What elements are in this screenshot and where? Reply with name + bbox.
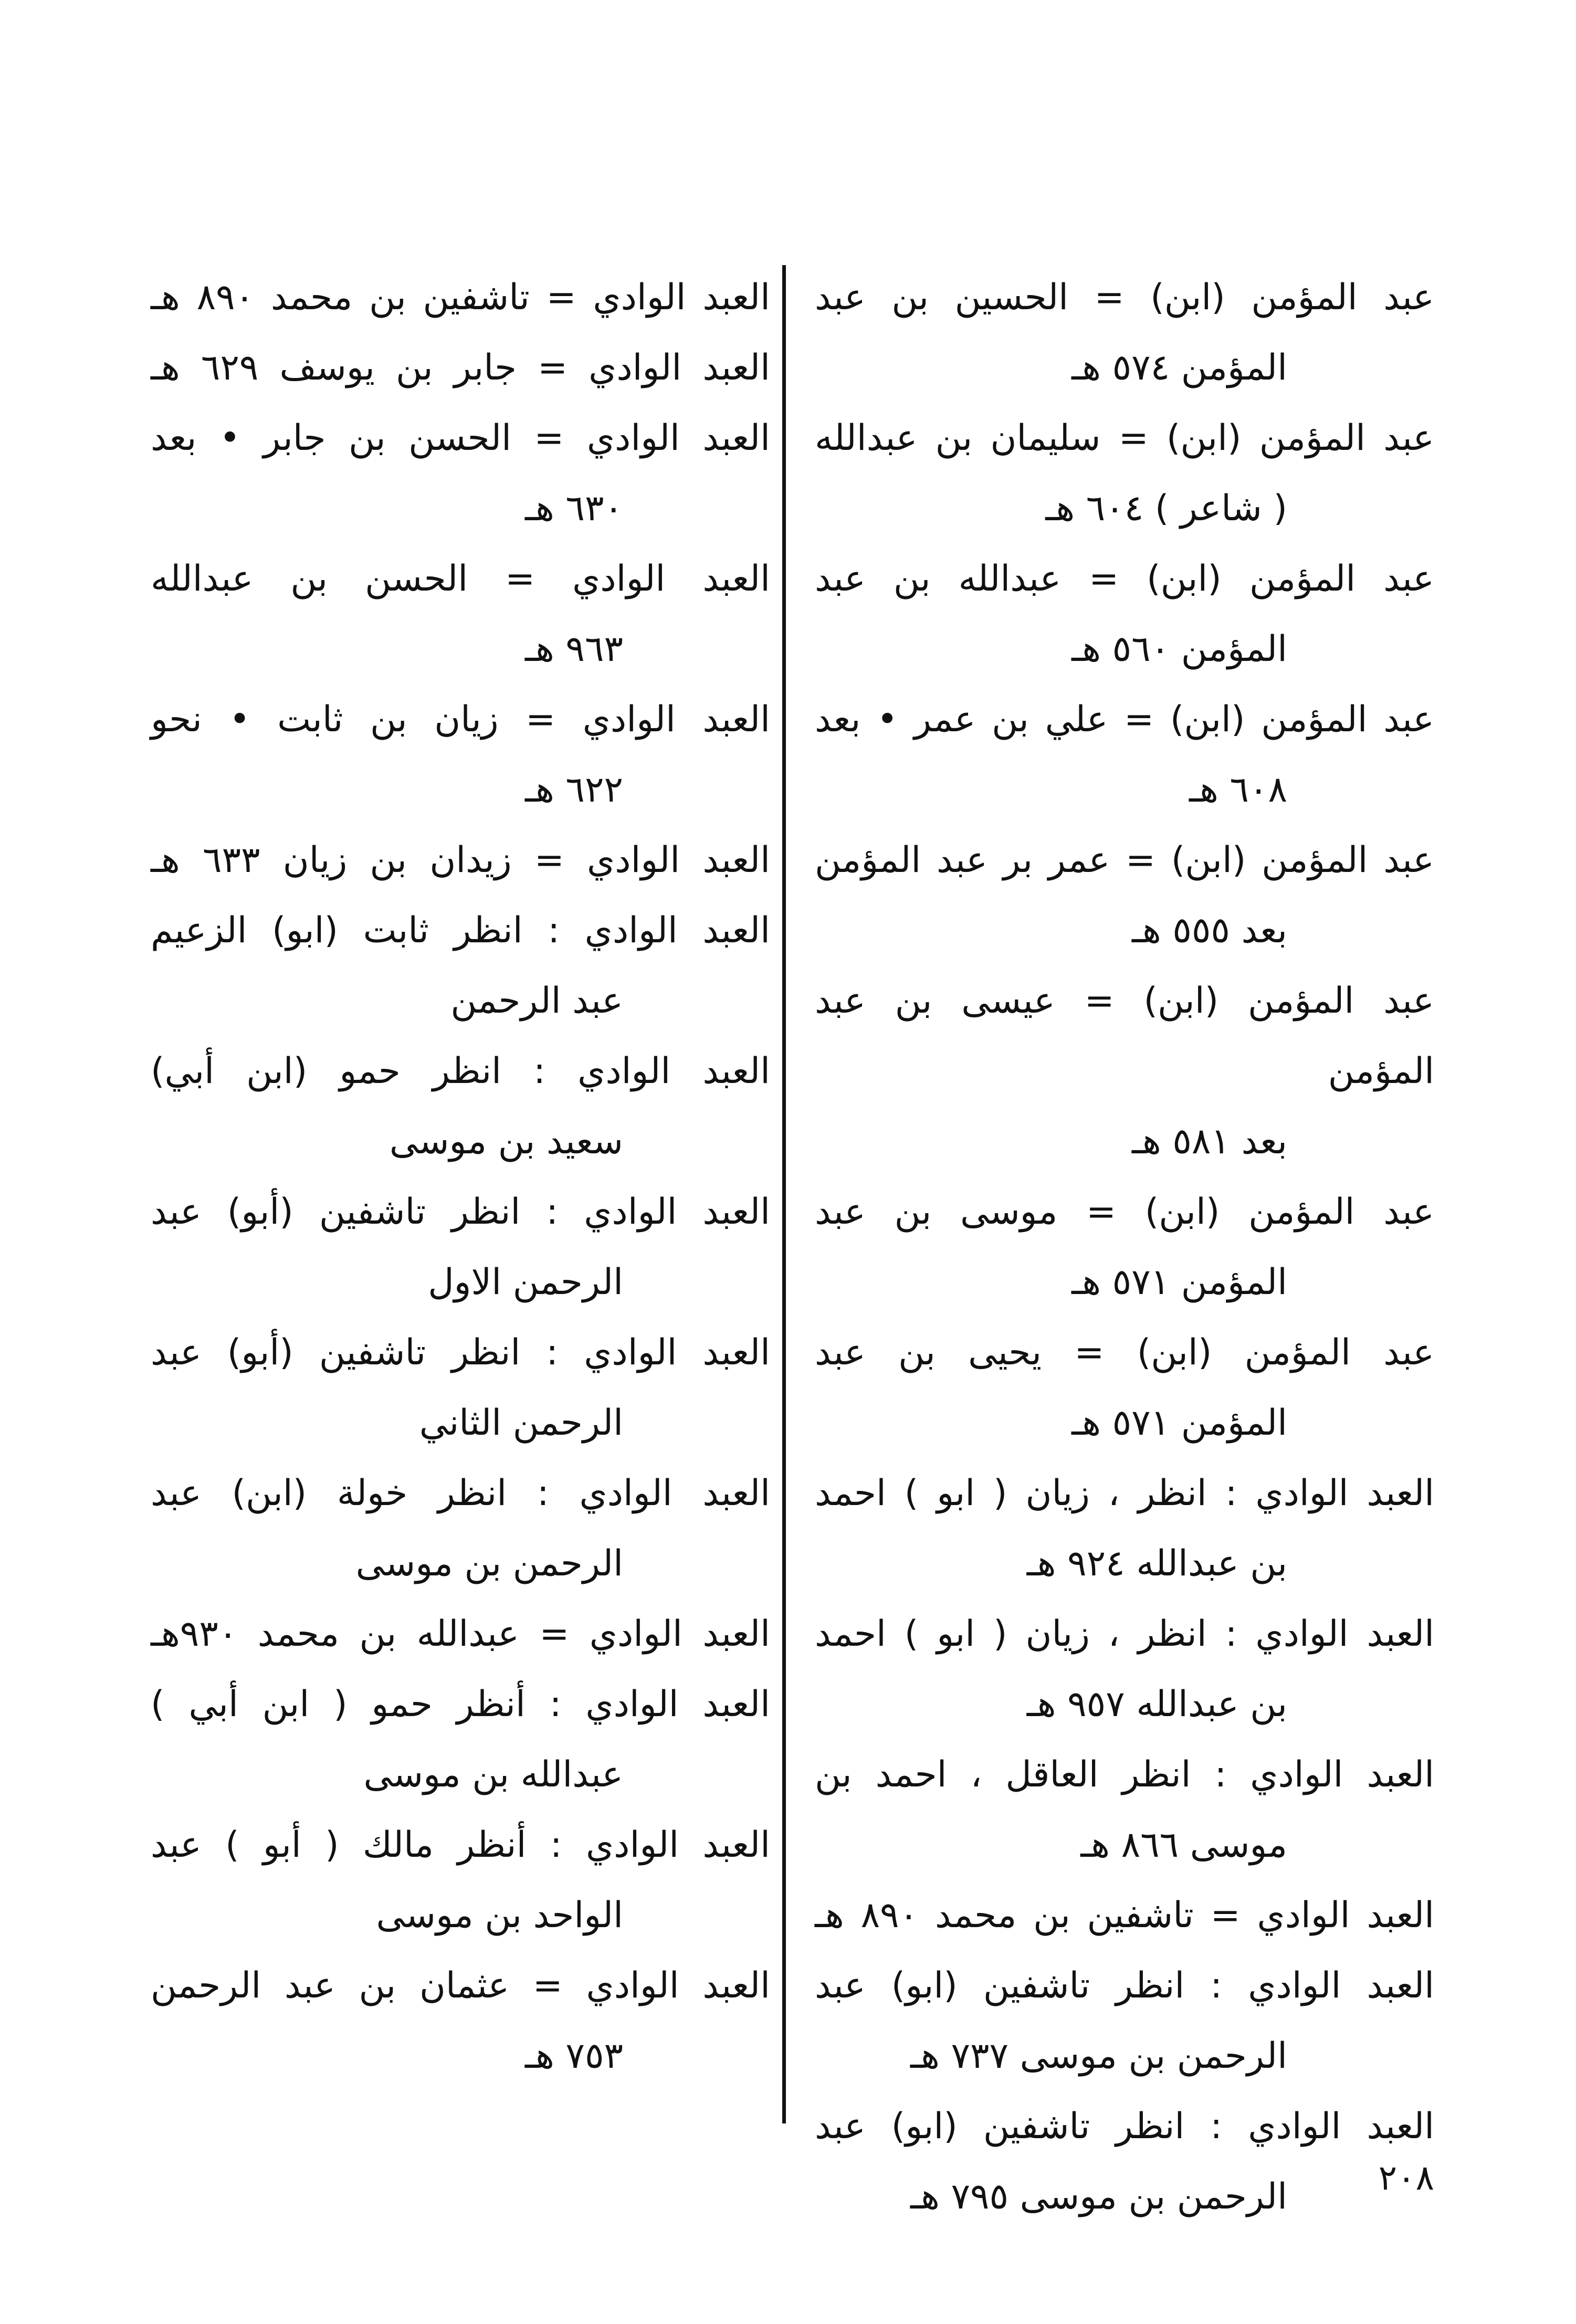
entry-line-1: العبد الوادي : انظر ، زيان ( ابو ) احمد [815, 1613, 1434, 1655]
entry-line-1: العبد الوادي = عبدالله بن محمد ٩٣٠هـ [151, 1613, 770, 1655]
entry-line-1: عبد المؤمن (ابن) = علي بن عمر • بعد [815, 699, 1434, 740]
entry-line-1: عبد المؤمن (ابن) = عبدالله بن عبد [815, 558, 1434, 600]
entry-line-1: العبد الوادي : انظر تاشفين (أبو) عبد [151, 1332, 770, 1373]
entry-line-2: ٦٠٨ هـ [1189, 769, 1287, 811]
index-entry [151, 685, 770, 825]
index-column-left [151, 262, 770, 2091]
index-entry [815, 1740, 1434, 1880]
index-entry [151, 1810, 770, 1951]
entry-line-2: المؤمن ٥٦٠ هـ [1071, 628, 1287, 670]
index-entry [151, 896, 770, 1036]
index-entry [151, 333, 770, 403]
entry-line-1: العبد الوادي : أنظر حمو ( ابن أبي ) [151, 1684, 770, 1725]
entry-line-2: الرحمن بن موسى ٧٩٥ هـ [910, 2176, 1287, 2217]
entry-line-1: عبد المؤمن (ابن) = عمر بر عبد المؤمن [815, 839, 1434, 881]
entry-line-2: بعد ٥٥٥ هـ [1131, 910, 1287, 951]
index-entry [151, 1177, 770, 1318]
entry-line-2: ٩٦٣ هـ [525, 628, 623, 670]
index-entry [815, 825, 1434, 966]
index-entry [815, 1951, 1434, 2091]
entry-line-2: ٦٢٢ هـ [525, 769, 623, 811]
entry-line-1: عبد المؤمن (ابن) = موسى بن عبد [815, 1191, 1434, 1233]
index-column-right [815, 262, 1434, 2232]
entry-line-1: العبد الوادي : انظر العاقل ، احمد بن [815, 1754, 1434, 1795]
page-number: ٢٠٨ [1378, 2158, 1434, 2198]
index-entry [151, 1599, 770, 1669]
entry-line-2: الرحمن الاول [428, 1261, 623, 1303]
index-entry [151, 544, 770, 685]
entry-line-1: العبد الوادي : انظر تاشفين (ابو) عبد [815, 2106, 1434, 2147]
index-entry [815, 1458, 1434, 1599]
entry-line-1: العبد الوادي = جابر بن يوسف ٦٢٩ هـ [151, 347, 770, 388]
entry-line-1: العبد الوادي : انظر ثابت (ابو) الزعيم [151, 910, 770, 951]
index-entry [151, 1318, 770, 1458]
index-entry [151, 1669, 770, 1810]
entry-line-2: بن عبدالله ٩٢٤ هـ [1026, 1543, 1287, 1584]
index-entry [815, 262, 1434, 403]
entry-line-1: العبد الوادي = عثمان بن عبد الرحمن [151, 1965, 770, 2006]
index-entry [815, 1177, 1434, 1318]
index-entry [815, 1318, 1434, 1458]
entry-line-1: العبد الوادي : أنظر مالك ( أبو ) عبد [151, 1824, 770, 1866]
index-entry [815, 544, 1434, 685]
entry-line-1: العبد الوادي : انظر خولة (ابن) عبد [151, 1473, 770, 1514]
index-entry [151, 1036, 770, 1177]
entry-line-1: العبد الوادي : انظر حمو (ابن أبي) [151, 1050, 770, 1092]
index-entry [815, 685, 1434, 825]
index-entry [151, 262, 770, 333]
entry-line-1: عبد المؤمن (ابن) = سليمان بن عبدالله [815, 417, 1434, 459]
entry-line-1: عبد المؤمن (ابن) = الحسين بن عبد [815, 277, 1434, 318]
index-entry [815, 966, 1434, 1177]
entry-line-2: المؤمن ٥٧١ هـ [1071, 1402, 1287, 1444]
index-entry [815, 1599, 1434, 1740]
entry-line-1: العبد الوادي = تاشفين بن محمد ٨٩٠ هـ [151, 277, 770, 318]
entry-line-1: العبد الوادي = زيدان بن زيان ٦٣٣ هـ [151, 839, 770, 881]
entry-line-2: ٧٥٣ هـ [525, 2035, 623, 2077]
entry-line-2: الرحمن بن موسى ٧٣٧ هـ [910, 2035, 1287, 2077]
entry-line-1: عبد المؤمن (ابن) = عيسى بن عبد المؤمن [815, 980, 1434, 1092]
index-entry [151, 1458, 770, 1599]
entry-line-1: العبد الوادي = زيان بن ثابت • نحو [151, 699, 770, 740]
entry-line-2: بعد ٥٨١ هـ [1131, 1121, 1287, 1162]
column-divider [782, 265, 786, 2123]
entry-line-1: العبد الوادي : انظر ، زيان ( ابو ) احمد [815, 1473, 1434, 1514]
entry-line-2: سعيد بن موسى [389, 1121, 623, 1162]
entry-line-2: المؤمن ٥٧٤ هـ [1071, 347, 1287, 388]
entry-line-1: العبد الوادي : انظر تاشفين (أبو) عبد [151, 1191, 770, 1233]
index-entry [151, 1951, 770, 2091]
entry-line-1: عبد المؤمن (ابن) = يحيى بن عبد [815, 1332, 1434, 1373]
entry-line-2: عبدالله بن موسى [363, 1754, 623, 1795]
entry-line-2: الرحمن بن موسى [355, 1543, 623, 1584]
entry-line-1: العبد الوادي = الحسن بن جابر • بعد [151, 417, 770, 459]
entry-line-2: المؤمن ٥٧١ هـ [1071, 1261, 1287, 1303]
entry-line-1: العبد الوادي : انظر تاشفين (ابو) عبد [815, 1965, 1434, 2006]
entry-line-2: الرحمن الثاني [419, 1402, 623, 1444]
index-entry [815, 1880, 1434, 1951]
entry-line-2: ٦٣٠ هـ [525, 488, 623, 529]
index-entry [151, 403, 770, 544]
index-entry [815, 403, 1434, 544]
entry-line-2: موسى ٨٦٦ هـ [1080, 1824, 1287, 1866]
entry-line-2: الواحد بن موسى [376, 1895, 623, 1936]
entry-line-2: بن عبدالله ٩٥٧ هـ [1026, 1684, 1287, 1725]
entry-line-1: العبد الوادي = تاشفين بن محمد ٨٩٠ هـ [815, 1895, 1434, 1936]
entry-line-2: ( شاعر ) ٦٠٤ هـ [1045, 488, 1287, 529]
index-entry [815, 2091, 1434, 2232]
entry-line-1: العبد الوادي = الحسن بن عبدالله [151, 558, 770, 600]
entry-line-2: عبد الرحمن [450, 980, 623, 1022]
index-entry [151, 825, 770, 896]
